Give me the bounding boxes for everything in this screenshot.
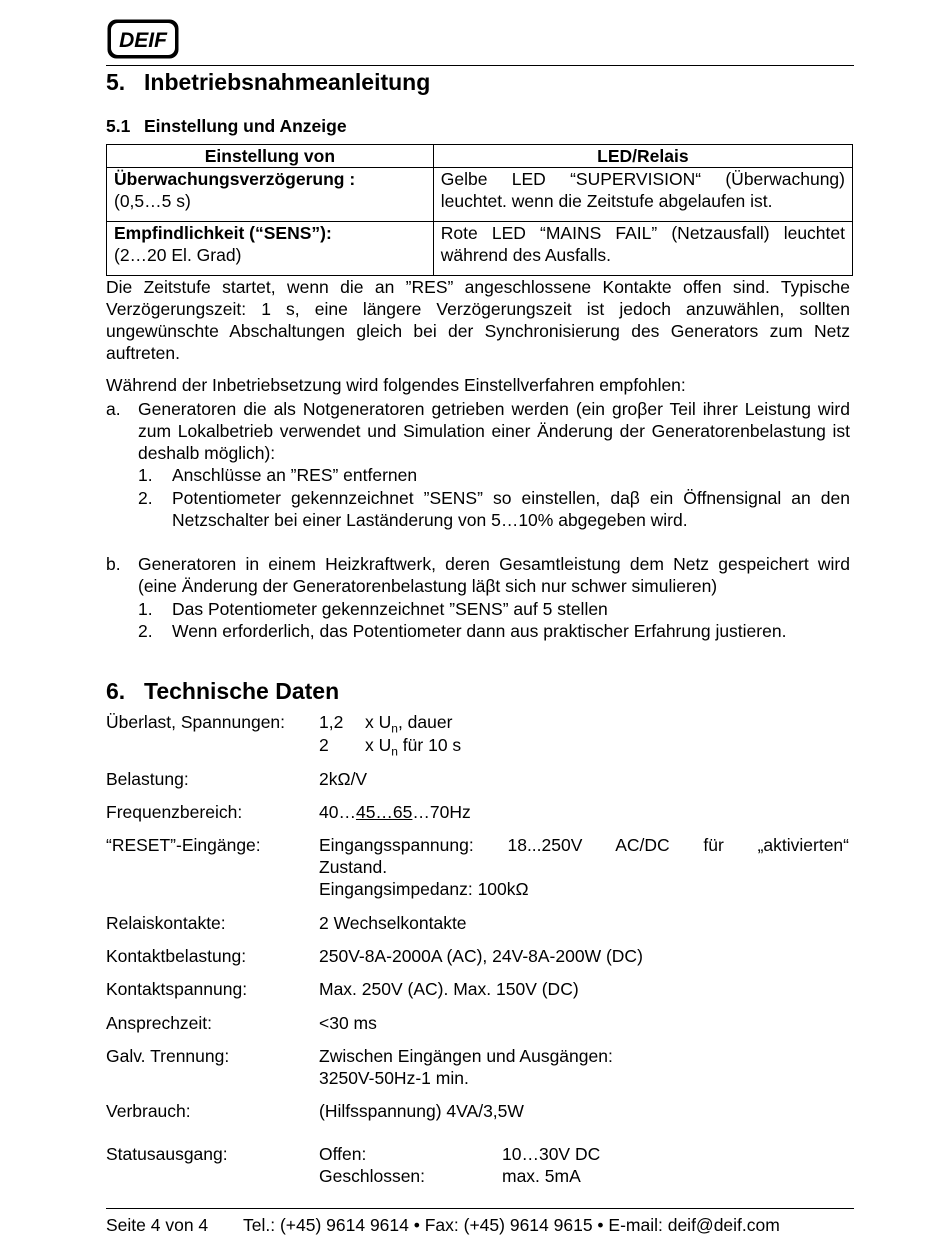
- spec-value: Max. 250V (AC). Max. 150V (DC): [319, 979, 579, 999]
- spec-label: Galv. Trennung:: [106, 1046, 230, 1066]
- spec-value: max. 5mA: [502, 1166, 581, 1186]
- spec-value: 250V-8A-2000A (AC), 24V-8A-200W (DC): [319, 946, 643, 966]
- spec-label: Relaiskontakte:: [106, 913, 226, 933]
- section5-1-heading: 5.1 Einstellung und Anzeige: [106, 116, 347, 136]
- spec-value: 2kΩ/V: [319, 769, 368, 789]
- spec-value: 2 Wechselkontakte: [319, 913, 467, 933]
- spec-label: Kontaktspannung:: [106, 979, 248, 999]
- list-item: Generatoren in einem Heizkraftwerk, deren Gesamtleistung dem Netz gespeichert wird (eine Änderung der Generatorenbelastung läβt sich nur schwer simulieren): [138, 554, 850, 596]
- spec-label: Ansprechzeit:: [106, 1013, 213, 1033]
- spec-value: 10…30V DC: [502, 1144, 601, 1164]
- spec-value: 40…45…65…70Hz: [319, 802, 471, 822]
- paragraph: Die Zeitstufe startet, wenn die an ”RES” angeschlossene Kontakte offen sind. Typische Verzögerungszeit: 1 s, eine längere Verzögerungszeit ist jedoch anzuwählen, sollten ungewünschte Abschaltungen gleich bei der Synchronisierung des Generators zum Netz auftreten.: [106, 277, 850, 363]
- list-item: Wenn erforderlich, das Potentiometer dann aus praktischer Erfahrung justieren.: [172, 621, 787, 641]
- footer-rule: [106, 1208, 854, 1209]
- table-cell: Gelbe LED “SUPERVISION“ (Überwachung) leuchtet. wenn die Zeitstufe abgelaufen ist.: [433, 168, 852, 222]
- list-marker: a.: [106, 399, 121, 419]
- spec-value: (Hilfsspannung) 4VA/3,5W: [319, 1101, 524, 1121]
- list-marker: b.: [106, 554, 121, 574]
- table-row: [107, 168, 853, 222]
- svg-text:DEIF: DEIF: [119, 29, 167, 52]
- table-header-cell: LED/Relais: [433, 145, 852, 168]
- spec-value: 3250V-50Hz-1 min.: [319, 1068, 469, 1088]
- contact-info: Tel.: (+45) 9614 9614 • Fax: (+45) 9614 9615 • E-mail: deif@deif.com: [243, 1215, 780, 1235]
- spec-value: Eingangsspannung: 18...250V AC/DC für „aktivierten“: [319, 835, 849, 855]
- spec-value: 2 x $U_n$ für 10 s: [319, 735, 462, 759]
- spec-value: 1,2 x $U_n$, dauer: [319, 712, 453, 736]
- spec-label: Verbrauch:: [106, 1101, 191, 1121]
- spec-value: Zwischen Eingängen und Ausgängen:: [319, 1046, 613, 1066]
- list-marker: 1.: [138, 465, 153, 485]
- header-rule: [106, 65, 854, 66]
- list-item: Anschlüsse an ”RES” entfernen: [172, 465, 418, 485]
- list-marker: 2.: [138, 488, 153, 508]
- spec-label: Überlast, Spannungen:: [106, 712, 286, 732]
- table-row: [107, 222, 853, 276]
- table-cell: Empfindlichkeit (“SENS”): (2…20 El. Grad): [107, 222, 434, 276]
- paragraph: Während der Inbetriebsetzung wird folgendes Einstellverfahren empfohlen:: [106, 375, 686, 395]
- list-marker: 1.: [138, 599, 153, 619]
- page-number: Seite 4 von 4: [106, 1215, 209, 1235]
- deif-logo: [106, 18, 180, 60]
- list-marker: 2.: [138, 621, 153, 641]
- section6-heading: 6. Technische Daten: [106, 678, 340, 704]
- table-header-cell: Einstellung von: [107, 145, 434, 168]
- spec-label: Statusausgang:: [106, 1144, 228, 1164]
- spec-label: Frequenzbereich:: [106, 802, 243, 822]
- table-cell: Rote LED “MAINS FAIL” (Netzausfall) leuchtet während des Ausfalls.: [433, 222, 852, 276]
- table-cell: Überwachungsverzögerung : (0,5…5 s): [107, 168, 434, 222]
- list-item: Das Potentiometer gekennzeichnet ”SENS” auf 5 stellen: [172, 599, 608, 619]
- page-footer: [106, 1214, 850, 1236]
- settings-table: [106, 144, 853, 276]
- section5-heading: 5. Inbetriebsnahmeanleitung: [106, 69, 431, 95]
- list-item: Generatoren die als Notgeneratoren getrieben werden (ein groβer Teil ihrer Leistung wird zum Lokalbetrieb verwendet und Simulation einer Änderung der Generatorenbelastung ist deshalb möglich):: [138, 399, 850, 463]
- spec-value: Offen:: [319, 1144, 367, 1164]
- spec-value: Eingangsimpedanz: 100kΩ: [319, 879, 529, 899]
- spec-value: Geschlossen:: [319, 1166, 426, 1186]
- list-item: Potentiometer gekennzeichnet ”SENS” so einstellen, daβ ein Öffnensignal an den Netzschalter bei einer Laständerung von 5…10% abgegeben wird.: [172, 488, 850, 530]
- spec-label: Kontaktbelastung:: [106, 946, 247, 966]
- spec-label: “RESET”-Eingänge:: [106, 835, 261, 855]
- spec-value: <30 ms: [319, 1013, 377, 1033]
- spec-value: Zustand.: [319, 857, 388, 877]
- table-header-row: [107, 145, 853, 168]
- spec-label: Belastung:: [106, 769, 189, 789]
